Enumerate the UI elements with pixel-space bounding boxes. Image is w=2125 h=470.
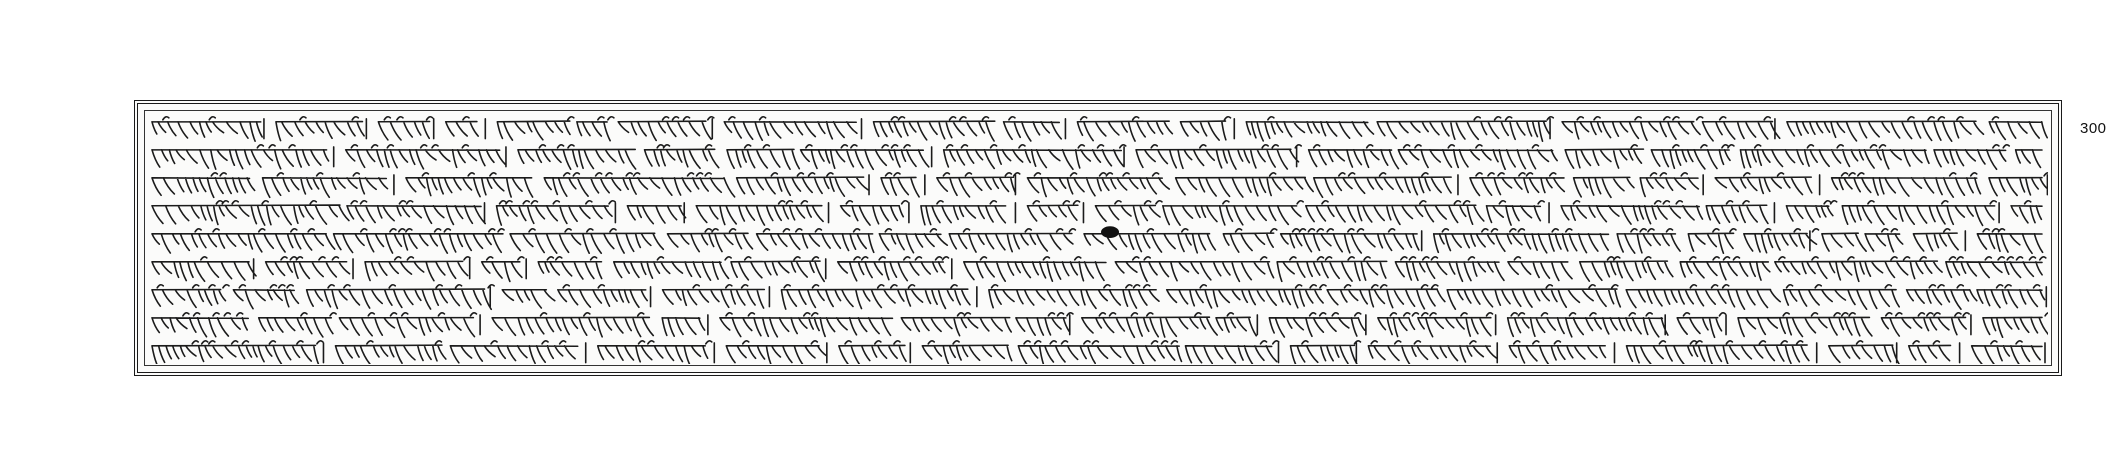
tibetan-text-block <box>148 112 2048 364</box>
script-line <box>152 313 2048 338</box>
script-line <box>152 285 2046 310</box>
folio-frame <box>134 100 2062 376</box>
script-strokes <box>152 257 2048 282</box>
script-strokes <box>152 341 2045 364</box>
script-line <box>152 117 2047 141</box>
script-line <box>152 145 2042 170</box>
script-strokes <box>152 313 2048 338</box>
script-line <box>152 341 2045 364</box>
script-strokes <box>152 229 2043 254</box>
script-line <box>152 201 2042 226</box>
script-line <box>152 173 2048 198</box>
script-strokes <box>152 285 2046 310</box>
script-strokes <box>152 117 2047 141</box>
script-line <box>152 257 2048 282</box>
script-strokes <box>152 145 2042 170</box>
script-strokes <box>152 173 2048 198</box>
script-lines <box>148 112 2048 364</box>
script-line <box>152 229 2043 254</box>
script-strokes <box>152 201 2042 226</box>
ink-blot <box>1101 226 1119 238</box>
page-number: 300 <box>2080 120 2107 137</box>
